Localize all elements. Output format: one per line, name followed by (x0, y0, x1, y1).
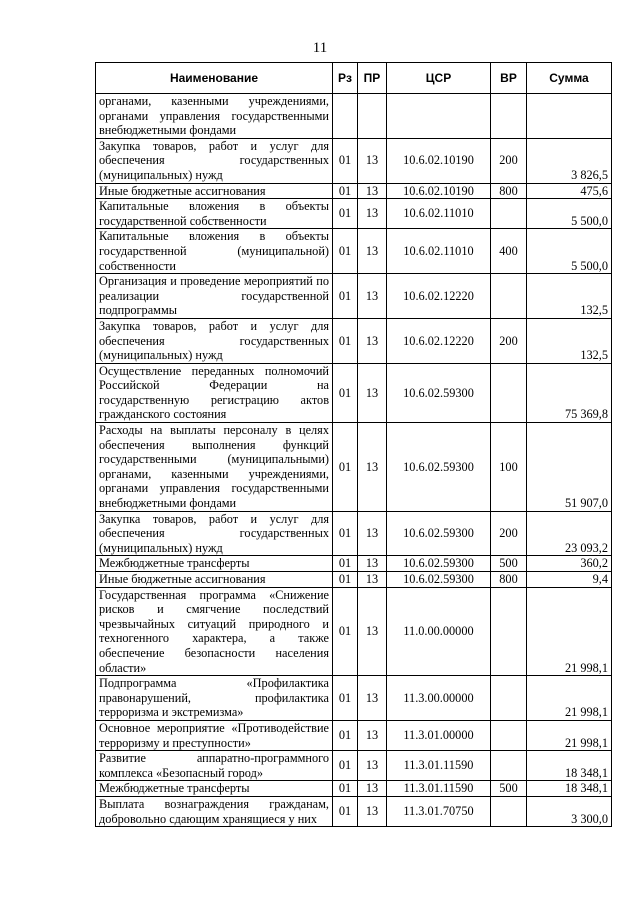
cell-pr: 13 (358, 751, 387, 781)
cell-name: Межбюджетные трансферты (96, 781, 333, 797)
cell-vr (491, 751, 527, 781)
cell-sum: 75 369,8 (527, 363, 612, 422)
cell-pr: 13 (358, 720, 387, 750)
cell-pr: 13 (358, 318, 387, 363)
cell-name: Иные бюджетные ассигнования (96, 183, 333, 199)
cell-vr: 800 (491, 183, 527, 199)
cell-name: Капитальные вложения в объекты государственной собственности (96, 199, 333, 229)
table-row (96, 556, 612, 572)
cell-csr: 10.6.02.10190 (387, 138, 491, 183)
cell-csr: 11.3.01.00000 (387, 720, 491, 750)
cell-sum: 9,4 (527, 572, 612, 588)
header-csr: ЦСР (387, 63, 491, 94)
cell-rz: 01 (333, 676, 358, 721)
cell-sum: 23 093,2 (527, 511, 612, 556)
cell-csr: 10.6.02.59300 (387, 423, 491, 512)
cell-pr: 13 (358, 423, 387, 512)
cell-csr: 10.6.02.12220 (387, 274, 491, 319)
cell-pr: 13 (358, 511, 387, 556)
cell-sum: 18 348,1 (527, 781, 612, 797)
cell-vr: 200 (491, 511, 527, 556)
cell-csr: 10.6.02.12220 (387, 318, 491, 363)
cell-rz: 01 (333, 183, 358, 199)
cell-pr: 13 (358, 556, 387, 572)
table-row (96, 229, 612, 274)
table-row (96, 796, 612, 826)
cell-vr: 500 (491, 556, 527, 572)
table-row (96, 587, 612, 676)
cell-csr: 10.6.02.10190 (387, 183, 491, 199)
table-row (96, 183, 612, 199)
cell-rz (333, 94, 358, 139)
table-row (96, 94, 612, 139)
cell-name: Закупка товаров, работ и услуг для обеспечения государственных (муниципальных) нужд (96, 318, 333, 363)
cell-csr: 11.3.01.70750 (387, 796, 491, 826)
cell-pr: 13 (358, 183, 387, 199)
cell-vr (491, 363, 527, 422)
table-row (96, 363, 612, 422)
page-number: 11 (312, 40, 328, 56)
cell-rz: 01 (333, 796, 358, 826)
cell-rz: 01 (333, 318, 358, 363)
cell-vr (491, 720, 527, 750)
cell-rz: 01 (333, 199, 358, 229)
cell-pr: 13 (358, 796, 387, 826)
cell-csr: 11.3.00.00000 (387, 676, 491, 721)
cell-csr: 10.6.02.11010 (387, 199, 491, 229)
cell-sum: 21 998,1 (527, 676, 612, 721)
table-row (96, 318, 612, 363)
header-pr: ПР (358, 63, 387, 94)
cell-vr (491, 587, 527, 676)
cell-csr: 11.0.00.00000 (387, 587, 491, 676)
cell-name: Осуществление переданных полномочий Российской Федерации на государственную регистрацию актов гражданского состояния (96, 363, 333, 422)
cell-vr (491, 796, 527, 826)
cell-rz: 01 (333, 274, 358, 319)
cell-csr: 11.3.01.11590 (387, 751, 491, 781)
budget-table (95, 62, 612, 827)
cell-name: Государственная программа «Снижение рисков и смягчение последствий чрезвычайных ситуаций природного и техногенного характера, а также обеспечение безопасности населения области» (96, 587, 333, 676)
cell-pr: 13 (358, 572, 387, 588)
cell-vr (491, 199, 527, 229)
table-body (96, 94, 612, 827)
cell-sum: 360,2 (527, 556, 612, 572)
cell-name: Межбюджетные трансферты (96, 556, 333, 572)
cell-name: Расходы на выплаты персоналу в целях обеспечения выполнения функций государственными (муниципальными) органами, казенными учреждениями, органами управления государственными внебюджетными фондами (96, 423, 333, 512)
cell-pr: 13 (358, 199, 387, 229)
cell-csr (387, 94, 491, 139)
cell-rz: 01 (333, 423, 358, 512)
cell-pr: 13 (358, 138, 387, 183)
table-row (96, 199, 612, 229)
cell-vr: 200 (491, 318, 527, 363)
cell-sum: 132,5 (527, 318, 612, 363)
cell-sum: 21 998,1 (527, 720, 612, 750)
cell-name: Подпрограмма «Профилактика правонарушений, профилактика терроризма и экстремизма» (96, 676, 333, 721)
cell-sum: 3 300,0 (527, 796, 612, 826)
cell-rz: 01 (333, 572, 358, 588)
cell-vr: 400 (491, 229, 527, 274)
table-row (96, 781, 612, 797)
cell-pr: 13 (358, 363, 387, 422)
cell-rz: 01 (333, 511, 358, 556)
cell-csr: 10.6.02.59300 (387, 556, 491, 572)
cell-rz: 01 (333, 363, 358, 422)
cell-vr: 500 (491, 781, 527, 797)
cell-name: Закупка товаров, работ и услуг для обеспечения государственных (муниципальных) нужд (96, 511, 333, 556)
cell-vr: 200 (491, 138, 527, 183)
cell-csr: 10.6.02.59300 (387, 511, 491, 556)
table-row (96, 274, 612, 319)
cell-vr (491, 274, 527, 319)
cell-sum: 18 348,1 (527, 751, 612, 781)
table-row (96, 511, 612, 556)
cell-csr: 11.3.01.11590 (387, 781, 491, 797)
cell-name: Организация и проведение мероприятий по реализации государственной подпрограммы (96, 274, 333, 319)
cell-csr: 10.6.02.11010 (387, 229, 491, 274)
cell-sum: 475,6 (527, 183, 612, 199)
header-sum: Сумма (527, 63, 612, 94)
cell-sum: 5 500,0 (527, 199, 612, 229)
cell-sum: 5 500,0 (527, 229, 612, 274)
cell-sum: 3 826,5 (527, 138, 612, 183)
table-row (96, 138, 612, 183)
cell-vr (491, 94, 527, 139)
cell-vr (491, 676, 527, 721)
cell-rz: 01 (333, 587, 358, 676)
cell-name: Закупка товаров, работ и услуг для обеспечения государственных (муниципальных) нужд (96, 138, 333, 183)
cell-sum (527, 94, 612, 139)
cell-name: Капитальные вложения в объекты государственной (муниципальной) собственности (96, 229, 333, 274)
table-row (96, 572, 612, 588)
table-header-row (96, 63, 612, 94)
cell-pr: 13 (358, 781, 387, 797)
cell-name: Иные бюджетные ассигнования (96, 572, 333, 588)
table-row (96, 720, 612, 750)
cell-name: Основное мероприятие «Противодействие терроризму и преступности» (96, 720, 333, 750)
cell-rz: 01 (333, 720, 358, 750)
table-row (96, 751, 612, 781)
header-vr: ВР (491, 63, 527, 94)
cell-rz: 01 (333, 781, 358, 797)
cell-rz: 01 (333, 138, 358, 183)
cell-sum: 21 998,1 (527, 587, 612, 676)
cell-rz: 01 (333, 229, 358, 274)
cell-pr (358, 94, 387, 139)
cell-pr: 13 (358, 676, 387, 721)
cell-vr: 800 (491, 572, 527, 588)
cell-name: органами, казенными учреждениями, органами управления государственными внебюджетными фондами (96, 94, 333, 139)
cell-name: Развитие аппаратно-программного комплекса «Безопасный город» (96, 751, 333, 781)
cell-csr: 10.6.02.59300 (387, 572, 491, 588)
cell-sum: 132,5 (527, 274, 612, 319)
table-row (96, 423, 612, 512)
cell-csr: 10.6.02.59300 (387, 363, 491, 422)
cell-rz: 01 (333, 556, 358, 572)
cell-pr: 13 (358, 587, 387, 676)
header-rz: Рз (333, 63, 358, 94)
header-name: Наименование (96, 63, 333, 94)
cell-sum: 51 907,0 (527, 423, 612, 512)
cell-pr: 13 (358, 229, 387, 274)
cell-pr: 13 (358, 274, 387, 319)
cell-vr: 100 (491, 423, 527, 512)
table-row (96, 676, 612, 721)
cell-name: Выплата вознаграждения гражданам, добровольно сдающим хранящиеся у них (96, 796, 333, 826)
cell-rz: 01 (333, 751, 358, 781)
